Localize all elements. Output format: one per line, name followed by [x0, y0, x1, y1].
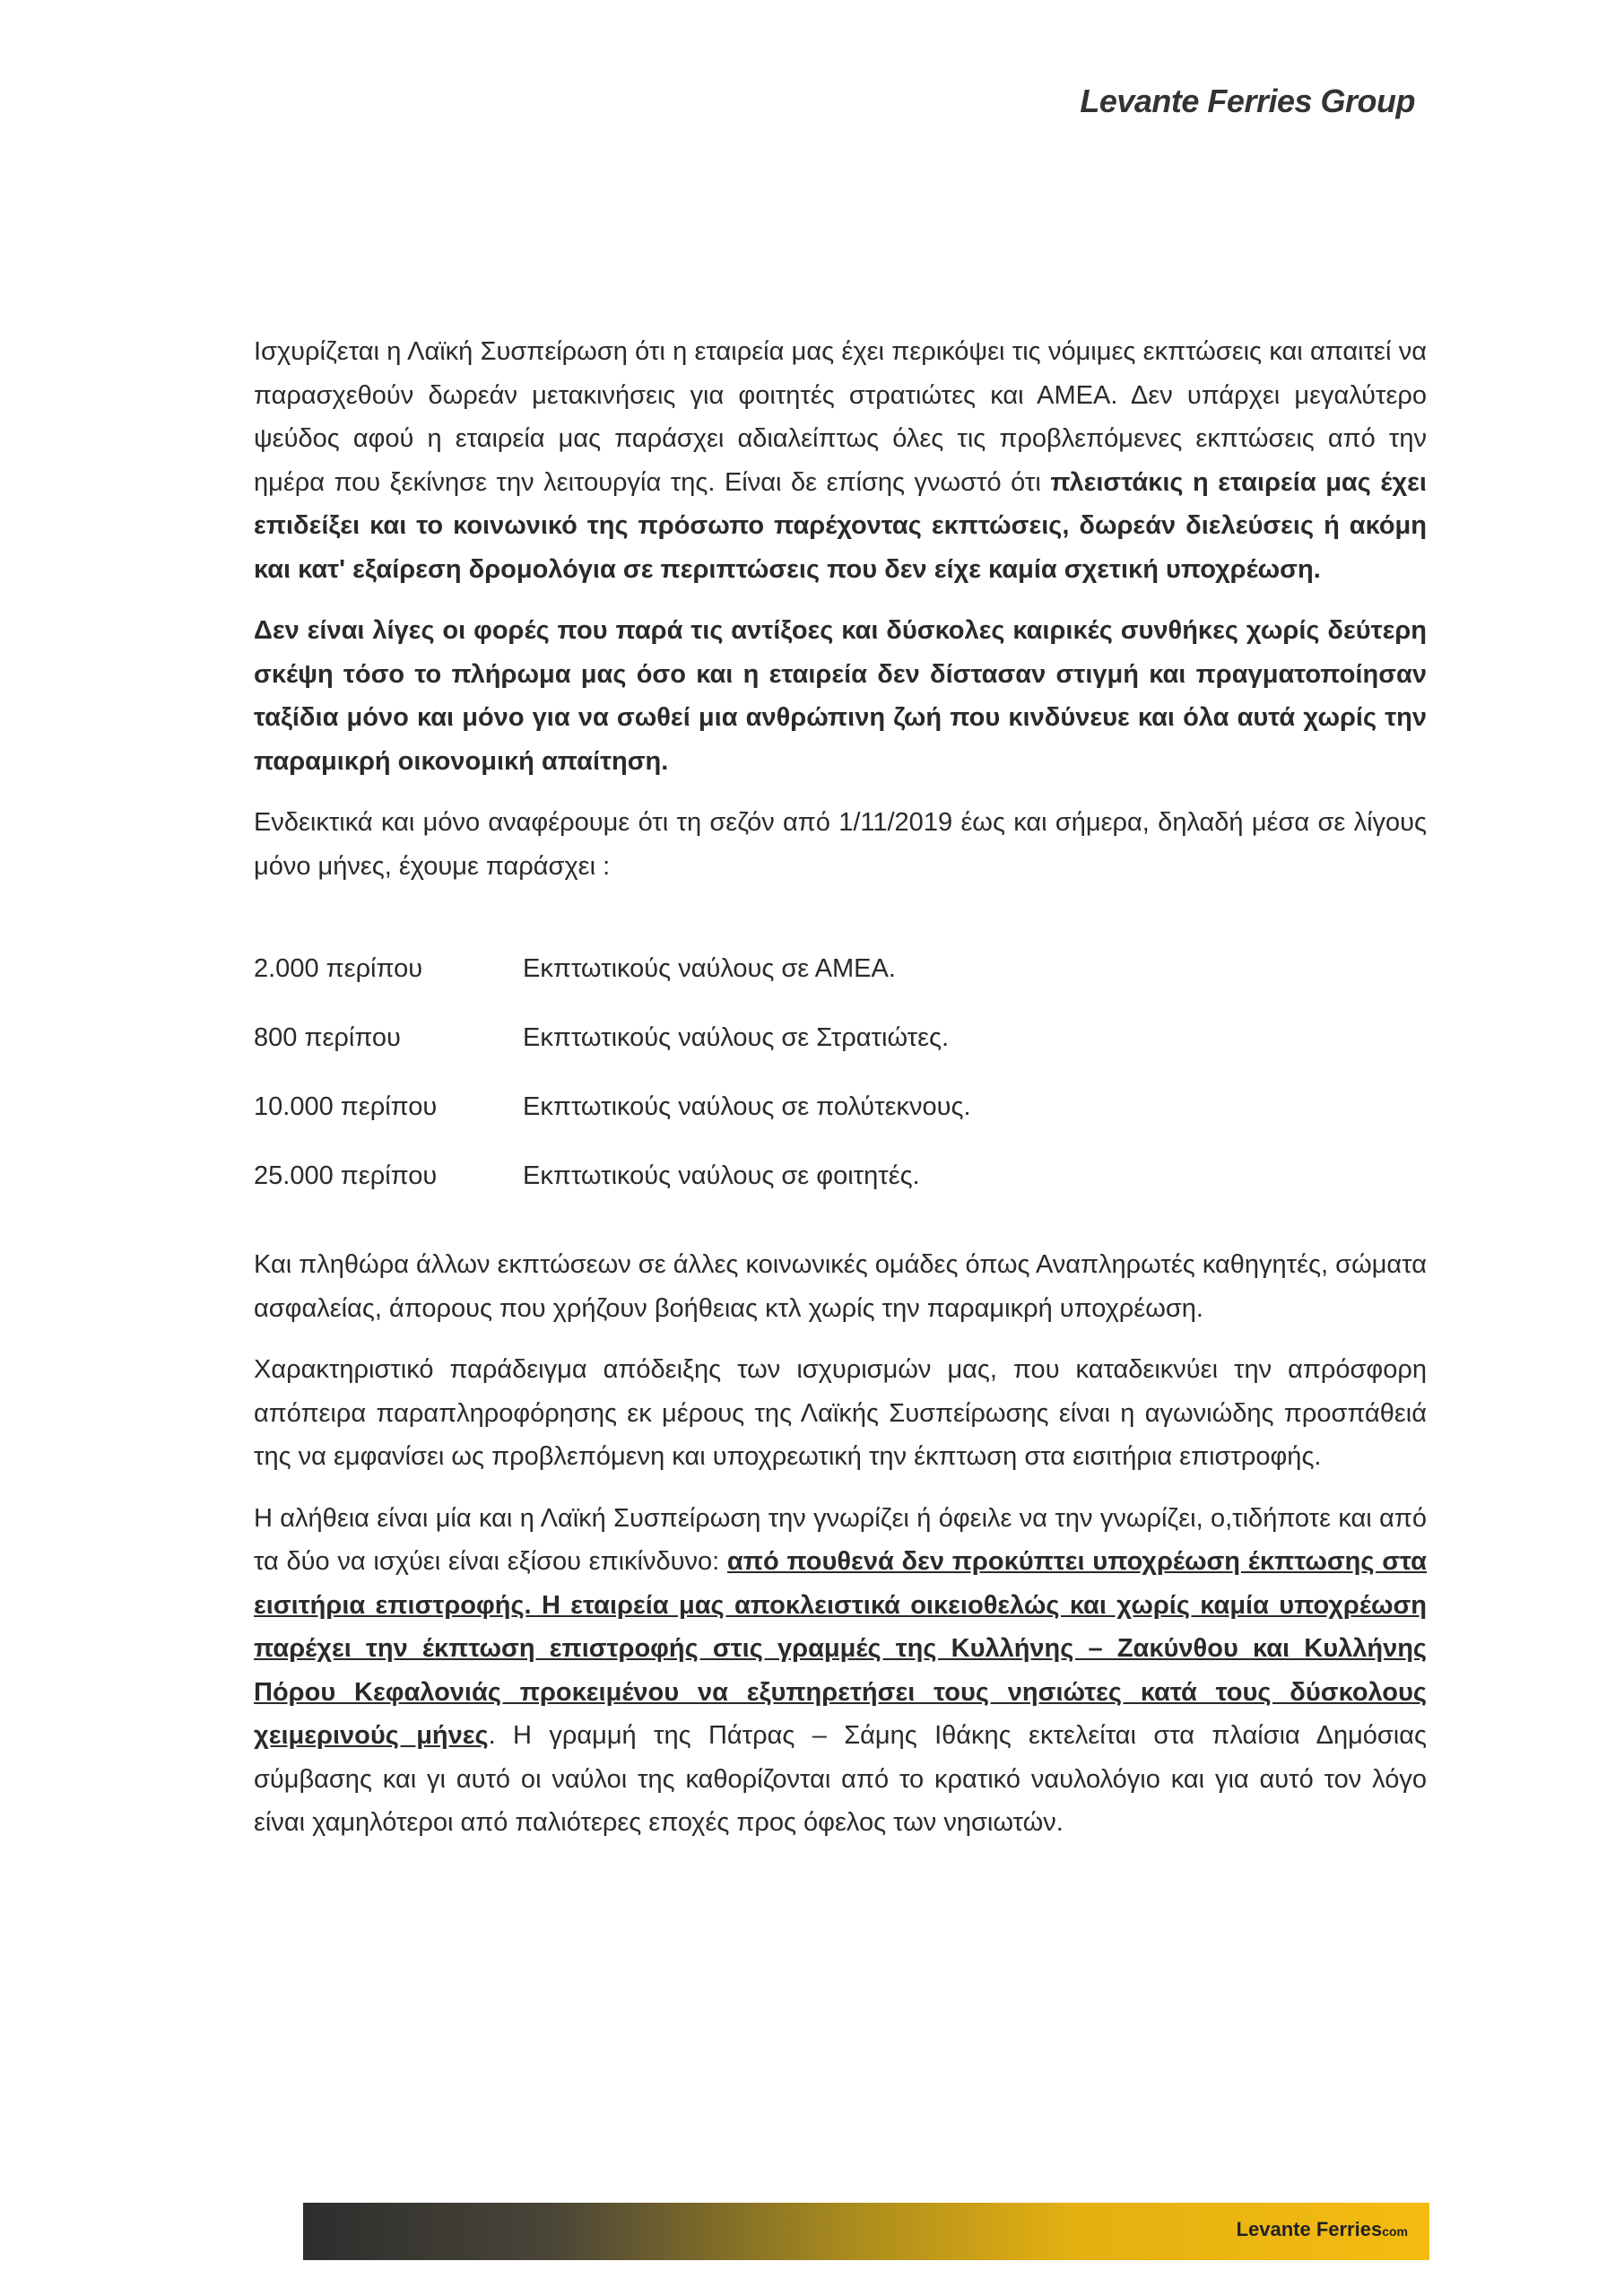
paragraph-2: Δεν είναι λίγες οι φορές που παρά τις αντίξοες και δύσκολες καιρικές συνθήκες χωρίς δεύτερη σκέψη τόσο το πλήρωμα μας όσο και η εταιρεία δεν δίστασαν στιγμή και πραγματοποίησαν ταξίδια μόνο και μόνο για να σωθεί μια ανθρώπινη ζωή που κινδύνευε και όλα αυτά χωρίς την παραμικρή οικονομική απαίτηση. — [254, 616, 1427, 776]
paragraph-1-bold-text: πλειστάκις η εταιρεία μας έχει επιδείξει και το κοινωνικό της πρόσωπο παρέχοντας εκπτώσεις, δωρεάν διελεύσεις ή ακόμη και κατ' εξαίρεση δρομολόγια σε περιπτώσεις που δεν είχε καμία σχετική υποχρέωση. — [254, 467, 1427, 584]
paragraph-6-text: Η αλήθεια είναι μία και η Λαϊκή Συσπείρωση την γνωρίζει ή όφειλε να την γνωρίζει, ο,τιδήποτε και από τα δύο να ισχύει είναι εξίσου επικίνδυνο: — [254, 1503, 1427, 1576]
document-body — [254, 330, 1427, 1863]
stat-row — [254, 1089, 1427, 1158]
stat-quantity: 25.000 περίπου — [254, 1161, 438, 1190]
stat-row — [254, 1020, 1427, 1089]
footer-bar — [303, 2203, 1429, 2260]
header-brand-logo: Levante Ferries Group — [1080, 83, 1415, 119]
discount-stats-list — [254, 951, 1427, 1227]
paragraph-1-text: Ισχυρίζεται η Λαϊκή Συσπείρωση ότι η εταιρεία μας έχει περικόψει τις νόμιμες εκπτώσεις και απαιτεί να παρασχεθούν δωρεάν μετακινήσεις για φοιτητές στρατιώτες και ΑΜΕΑ. Δεν υπάρχει μεγαλύτερο ψεύδος αφού η εταιρεία μας παράσχει αδιαλείπτως όλες τις προβλεπόμενες εκπτώσεις από την ημέρα που ξεκίνησε την λειτουργία της. Είναι δε επίσης γνωστό ότι — [254, 337, 1427, 497]
paragraph-1 — [254, 330, 1427, 591]
stat-description: Εκπτωτικούς ναύλους σε πολύτεκνους. — [523, 1092, 971, 1121]
footer-brand-main: Levante Ferries — [1236, 2218, 1383, 2240]
stat-quantity: 10.000 περίπου — [254, 1092, 438, 1121]
footer-brand-suffix: com — [1382, 2224, 1408, 2239]
paragraph-6-tail: . Η γραμμή της Πάτρας – Σάμης Ιθάκης εκτελείται στα πλαίσια Δημόσιας σύμβασης και γι αυτό οι ναύλοι της καθορίζονται από το κρατικό ναυλολόγιο και για αυτό τον λόγο είναι χαμηλότεροι από παλιότερες εποχές προς όφελος των νησιωτών. — [254, 1721, 1427, 1837]
paragraph-4: Και πληθώρα άλλων εκπτώσεων σε άλλες κοινωνικές ομάδες όπως Αναπληρωτές καθηγητές, σώματα ασφαλείας, άπορους που χρήζουν βοήθειας κτλ χωρίς την παραμικρή υποχρέωση. — [254, 1250, 1427, 1323]
stat-row — [254, 1158, 1427, 1227]
stat-quantity: 2.000 περίπου — [254, 954, 423, 983]
paragraph-5: Χαρακτηριστικό παράδειγμα απόδειξης των ισχυρισμών μας, που καταδεικνύει την απρόσφορη απόπειρα παραπληροφόρησης εκ μέρους της Λαϊκής Συσπείρωσης είναι η αγωνιώδης προσπάθειά της να εμφανίσει ως προβλεπόμενη και υποχρεωτική την έκπτωση στα εισιτήρια επιστροφής. — [254, 1355, 1427, 1471]
paragraph-6 — [254, 1497, 1427, 1845]
paragraph-6-emphasis: από πουθενά δεν προκύπτει υποχρέωση έκπτωσης στα εισιτήρια επιστροφής. Η εταιρεία μας αποκλειστικά οικειοθελώς και χωρίς καμία υποχρέωση παρέχει την έκπτωση επιστροφής στις γραμμές της Κυλλήνης – Ζακύνθου και Κυλλήνης Πόρου Κεφαλονιάς προκειμένου να εξυπηρετήσει τους νησιώτες κατά τους δύσκολους χειμερινούς μήνες — [254, 1547, 1428, 1750]
stat-description: Εκπτωτικούς ναύλους σε φοιτητές. — [523, 1161, 920, 1190]
stat-row — [254, 951, 1427, 1020]
stat-description: Εκπτωτικούς ναύλους σε ΑΜΕΑ. — [523, 954, 896, 983]
stat-description: Εκπτωτικούς ναύλους σε Στρατιώτες. — [523, 1023, 950, 1052]
paragraph-3: Ενδεικτικά και μόνο αναφέρουμε ότι τη σεζόν από 1/11/2019 έως και σήμερα, δηλαδή μέσα σε λίγους μόνο μήνες, έχουμε παράσχει : — [254, 808, 1427, 881]
stat-quantity: 800 περίπου — [254, 1023, 401, 1052]
footer-brand-logo — [1237, 2218, 1408, 2241]
